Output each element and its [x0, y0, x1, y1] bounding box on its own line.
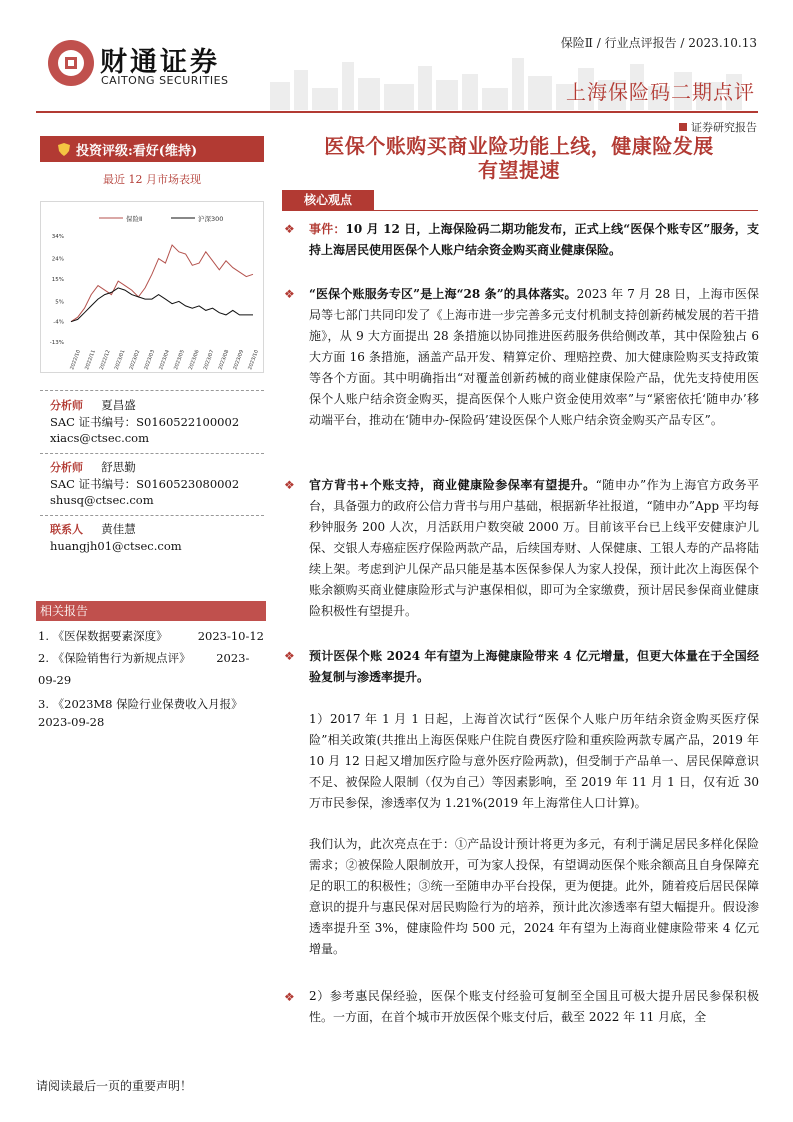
highlights-paragraph: 我们认为，此次亮点在于：①产品设计预计将更为多元，有利于满足居民多样化保险需求；②被保险人限制放开，可为家人投保，有望调动医保个账余额高且自身保障充足的职工的积极性；③统一至随申办平台投保，更为便捷。此外，随着疫后居民保障意识的提升与惠民保对居民购险行为的培养，预计此次渗透率有望大幅提升。假设渗透率提升至 3%，健康险件均 500 元，2024 年有望为上海商业健康险带来 4 亿元增量。 — [309, 837, 759, 956]
platform-paragraph — [309, 475, 759, 622]
contact-card — [50, 521, 182, 554]
contact-role: 联系人 — [50, 523, 83, 536]
x-tick-label: 2023/05 — [173, 349, 186, 371]
header-meta: 保险Ⅱ / 行业点评报告 / 2023.10.13 — [560, 36, 757, 50]
platform-text: “随申办”作为上海官方政务平台，具备强力的政府公信力背书与用户基础，根据新华社报道，“随申办”App 平均每秒钟服务 200 人次，月活跃用户数突破 2000 万。目前该平台已上线平安健康沪儿保、交银人寿癌症医疗保险两款产品，后续国寿财、人保健康、工银人寿的产品将陆续上架。考虑到沪儿保产品只能是基本医保参保人为家人投保，预计此次上海医保个账余额购买商业健康险形式与沪惠保相似，即可为全家缴费，预计居民参保商业健康险积极性有望提升。 — [309, 478, 759, 618]
related-report-item[interactable] — [38, 625, 264, 647]
report-title-line: 医保个账购买商业险功能上线，健康险发展 — [324, 134, 714, 158]
x-tick-label: 2022/11 — [84, 349, 97, 371]
report-title-line: 有望提速 — [478, 158, 560, 182]
analyst-name: 夏昌盛 — [101, 398, 136, 412]
series-line — [71, 288, 253, 322]
legend-label: 沪深300 — [198, 215, 224, 223]
diamond-bullet-icon: ❖ — [284, 478, 295, 492]
x-tick-label: 2022/10 — [69, 349, 82, 371]
legend-label: 保险Ⅱ — [126, 215, 143, 223]
contact-name: 黄佳慧 — [101, 522, 136, 536]
x-tick-label: 2023/01 — [113, 349, 127, 371]
event-paragraph — [309, 219, 759, 261]
policy-paragraph — [309, 284, 759, 431]
report-type-label: 证券研究报告 — [691, 121, 757, 134]
event-lead: 事件： — [309, 222, 346, 236]
series-line — [71, 245, 253, 322]
y-tick-label: 34% — [51, 234, 64, 240]
x-tick-label: 2023/04 — [158, 349, 171, 371]
contact-email[interactable]: huangjh01@ctsec.com — [50, 539, 182, 553]
footer-disclaimer: 请阅读最后一页的重要声明！ — [36, 1079, 193, 1093]
performance-chart — [40, 201, 264, 373]
rating-text: 投资评级:看好(维持) — [76, 143, 198, 159]
report-type — [679, 119, 757, 135]
diamond-bullet-icon: ❖ — [284, 222, 295, 236]
analyst-email[interactable]: shusq@ctsec.com — [50, 493, 154, 507]
x-tick-label: 2023/03 — [143, 349, 157, 371]
related-report-title: 3. 《2023M8 保险行业保费收入月报》 — [38, 697, 243, 711]
related-report-date: 2023-10-12 — [197, 629, 264, 643]
related-report-date: 2023-09-29 — [38, 651, 250, 687]
divider — [40, 515, 264, 516]
x-tick-label: 2023/07 — [202, 349, 216, 371]
analyst-card — [50, 459, 239, 508]
related-report-item[interactable] — [38, 647, 264, 691]
y-tick-label: -13% — [49, 340, 64, 346]
logo-text: 财通证券 — [100, 47, 220, 78]
x-tick-label: 2023/06 — [187, 349, 201, 371]
y-tick-label: 24% — [51, 256, 64, 263]
rating-box — [40, 136, 264, 162]
platform-lead: 官方背书+个账支持，商业健康险参保率有望提升。 — [309, 478, 596, 492]
chart-svg — [41, 202, 265, 374]
x-tick-label: 2023/02 — [128, 349, 142, 371]
y-tick-label: -4% — [53, 319, 64, 326]
related-report-title: 1. 《医保数据要素深度》 — [38, 629, 168, 643]
x-axis — [69, 349, 260, 371]
core-rule — [282, 210, 758, 211]
header-rule — [36, 111, 758, 113]
analyst-card — [50, 397, 239, 446]
x-tick-label: 2023/08 — [217, 349, 231, 371]
related-report-date: 2023-09-28 — [38, 715, 105, 729]
header-title: 上海保险码二期点评 — [566, 80, 755, 104]
related-reports-heading: 相关报告 — [36, 601, 266, 621]
related-report-item[interactable] — [38, 693, 264, 733]
analyst-role: 分析师 — [50, 461, 83, 474]
related-report-title: 2. 《保险销售行为新规点评》 — [38, 651, 191, 665]
replication-paragraph: 2）参考惠民保经验，医保个账支付经验可复制至全国且可极大提升居民参保积极性。一方面，在首个城市开放医保个账支付后，截至 2022 年 11 月底，全 — [309, 989, 759, 1024]
diamond-bullet-icon: ❖ — [284, 990, 295, 1004]
y-tick-label: 15% — [51, 276, 64, 283]
policy-text: 2023 年 7 月 28 日，上海市医保局等七部门共同印发了《上海市进一步完善多元支付机制支持创新药械发展的若干措施》，从 9 大方面提出 28 条措施以协同推进医药服务供给侧改革，其中保险独占 6 大方面 16 条措施，涵盖产品开发、精算定价、理赔控费、加大健康险购买支持政策等各个方面。其中明确指出“对覆盖创新药械的商业健康保险产品，优先支持使用医保个人账户结余资金购买，提高医保个人账户资金使用效率”与“紧密依托‘随申办’移动端平台，推动在‘随申办-保险码’建设医保个人账户结余资金购买产品专区”。 — [309, 287, 759, 427]
logo-subtext: CAITONG SECURITIES — [101, 74, 229, 87]
policy-lead: “医保个账服务专区”是上海“28 条”的具体落实。 — [309, 287, 577, 301]
analyst-cert: SAC 证书编号：S0160523080002 — [50, 477, 240, 491]
performance-label: 最近 12 月市场表现 — [103, 173, 201, 186]
analyst-role: 分析师 — [50, 399, 83, 412]
analyst-email[interactable]: xiacs@ctsec.com — [50, 431, 149, 445]
series-lines — [71, 245, 253, 322]
x-tick-label: 2023/10 — [247, 349, 260, 371]
diamond-bullet-icon: ❖ — [284, 649, 295, 663]
logo-icon — [48, 40, 94, 86]
history-paragraph: 1）2017 年 1 月 1 日起，上海首次试行“医保个人账户历年结余资金购买医疗保险”相关政策(共推出上海医保账户住院自费医疗险和重疾险两款专属产品，2019 年 10 月 12 日起又增加医疗险与意外医疗险两款)，但受制于产品单一、居民保障意识不足、被保险人限制（仅为自己）等因素影响，至 2019 年 11 月 1 日，仅有近 30 万市民参保，渗透率仅为 1.21%(2019 年上海常住人口计算)。 — [309, 712, 759, 810]
report-title — [280, 134, 758, 182]
report-type-marker — [679, 123, 687, 131]
core-viewpoint-tab: 核心观点 — [282, 190, 374, 210]
x-tick-label: 2023/09 — [232, 349, 246, 371]
diamond-bullet-icon: ❖ — [284, 287, 295, 301]
related-reports-list — [38, 625, 264, 733]
x-tick-label: 2022/12 — [98, 349, 112, 371]
forecast-paragraph — [309, 646, 759, 688]
analyst-name: 舒思勤 — [101, 460, 136, 474]
forecast-lead: 预计医保个账 2024 年有望为上海健康险带来 4 亿元增量，但更大体量在于全国经验复制与渗透率提升。 — [309, 649, 759, 684]
event-text: 10 月 12 日，上海保险码二期功能发布，正式上线“医保个账专区”服务，支持上海居民使用医保个人账户结余资金购买商业健康保险。 — [309, 222, 759, 257]
analyst-cert: SAC 证书编号：S0160522100002 — [50, 415, 240, 429]
divider — [40, 453, 264, 454]
y-tick-label: 5% — [55, 299, 64, 306]
shield-icon — [58, 143, 70, 156]
divider — [40, 390, 264, 391]
y-axis — [50, 234, 64, 346]
